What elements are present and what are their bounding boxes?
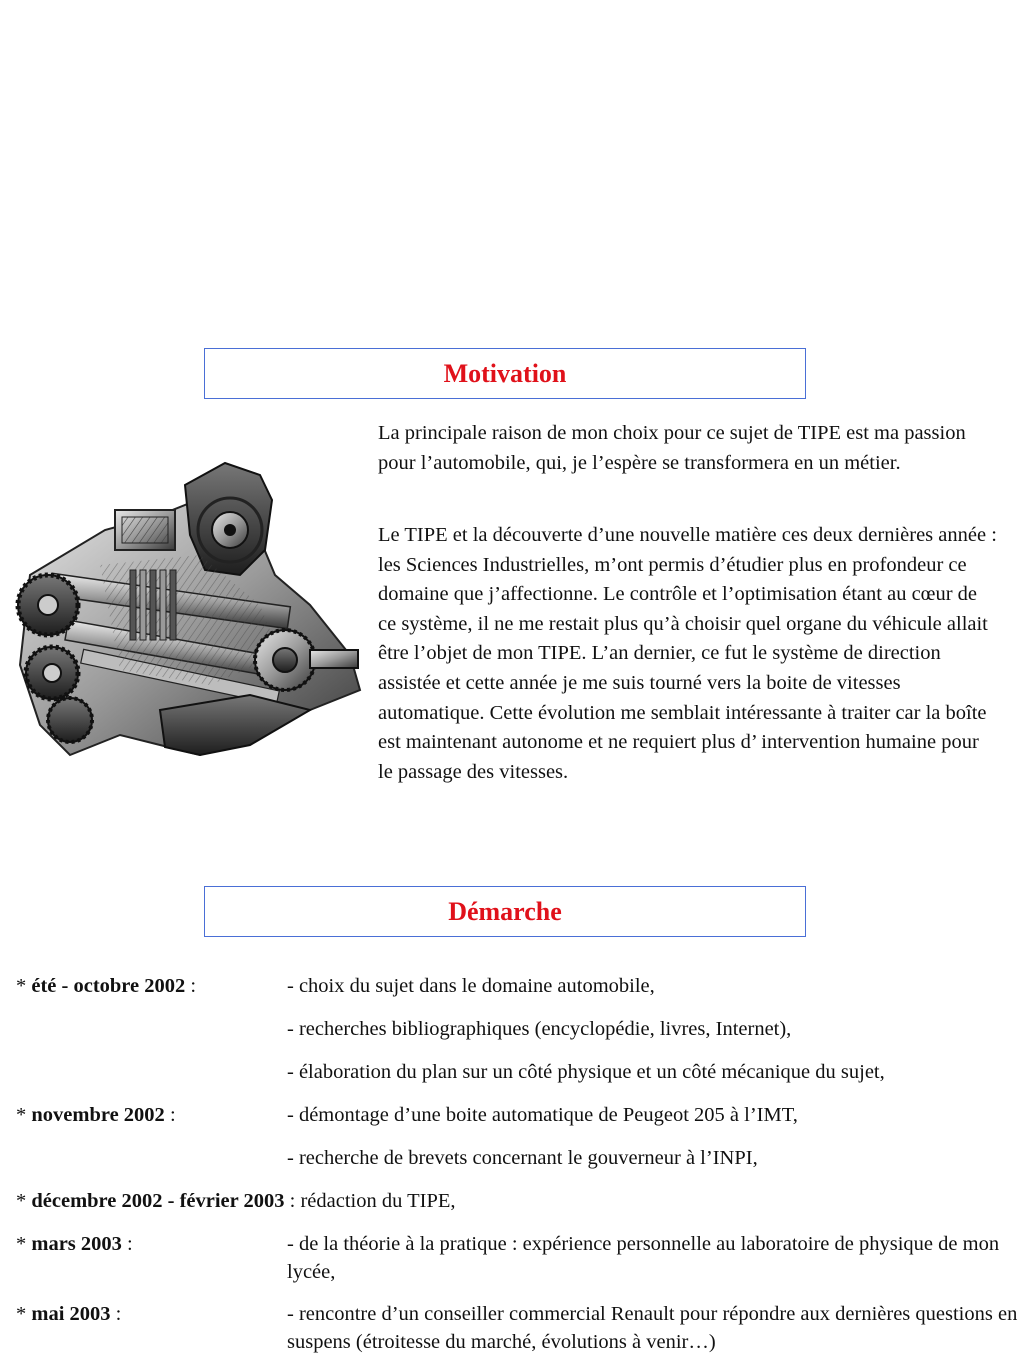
motivation-header-box [204, 348, 806, 399]
timeline-item: - démontage d’une boite automatique de Peugeot 205 à l’IMT, [287, 1104, 798, 1126]
timeline-item: - recherches bibliographiques (encyclopédie, livres, Internet), [287, 1018, 792, 1040]
timeline-date: * mai 2003 : [16, 1303, 122, 1325]
demarche-header-box [204, 886, 806, 937]
timeline-date: * novembre 2002 : [16, 1104, 176, 1126]
timeline-item: - choix du sujet dans le domaine automobile, [287, 975, 655, 997]
motivation-title: Motivation [443, 358, 567, 388]
timeline-date: * mars 2003 : [16, 1233, 133, 1255]
timeline-item: - de la théorie à la pratique : expérience personnelle au laboratoire de physique de mon lycée, [287, 1233, 1000, 1283]
demarche-title: Démarche [448, 896, 562, 926]
motivation-paragraph-2: Le TIPE et la découverte d’une nouvelle matière ces deux dernières année : les Sciences Industrielles, m’ont permis d’étudier plus en profondeur ce domaine que j’affectionne. Le contrôle et l’optimisation étant au cœur de ce système, il ne me restait plus qu’à choisir quel organe du véhicule allait être l’objet de mon TIPE. L’an dernier, ce fut le système de direction assistée et cette année je me suis tourné vers la boite de vitesses automatique. Cette évolution me semblait intéressante à traiter car la boîte est maintenant autonome et ne requiert plus d’ intervention humaine pour le passage des vitesses. [378, 524, 997, 783]
timeline-item: - élaboration du plan sur un côté physique et un côté mécanique du sujet, [287, 1061, 885, 1083]
timeline-item: - rencontre d’un conseiller commercial Renault pour répondre aux dernières questions en suspens (étroitesse du marché, évolutions à venir…) [287, 1303, 1018, 1353]
motivation-paragraph-1: La principale raison de mon choix pour ce sujet de TIPE est ma passion pour l’automobile, qui, je l’espère se transformera en un métier. [378, 422, 966, 474]
timeline-date: * décembre 2002 - février 2003 : rédaction du TIPE, [16, 1190, 456, 1212]
gearbox-cutaway-illustration [10, 455, 365, 760]
timeline-item: - recherche de brevets concernant le gouverneur à l’INPI, [287, 1147, 758, 1169]
timeline-date: * été - octobre 2002 : [16, 975, 197, 997]
